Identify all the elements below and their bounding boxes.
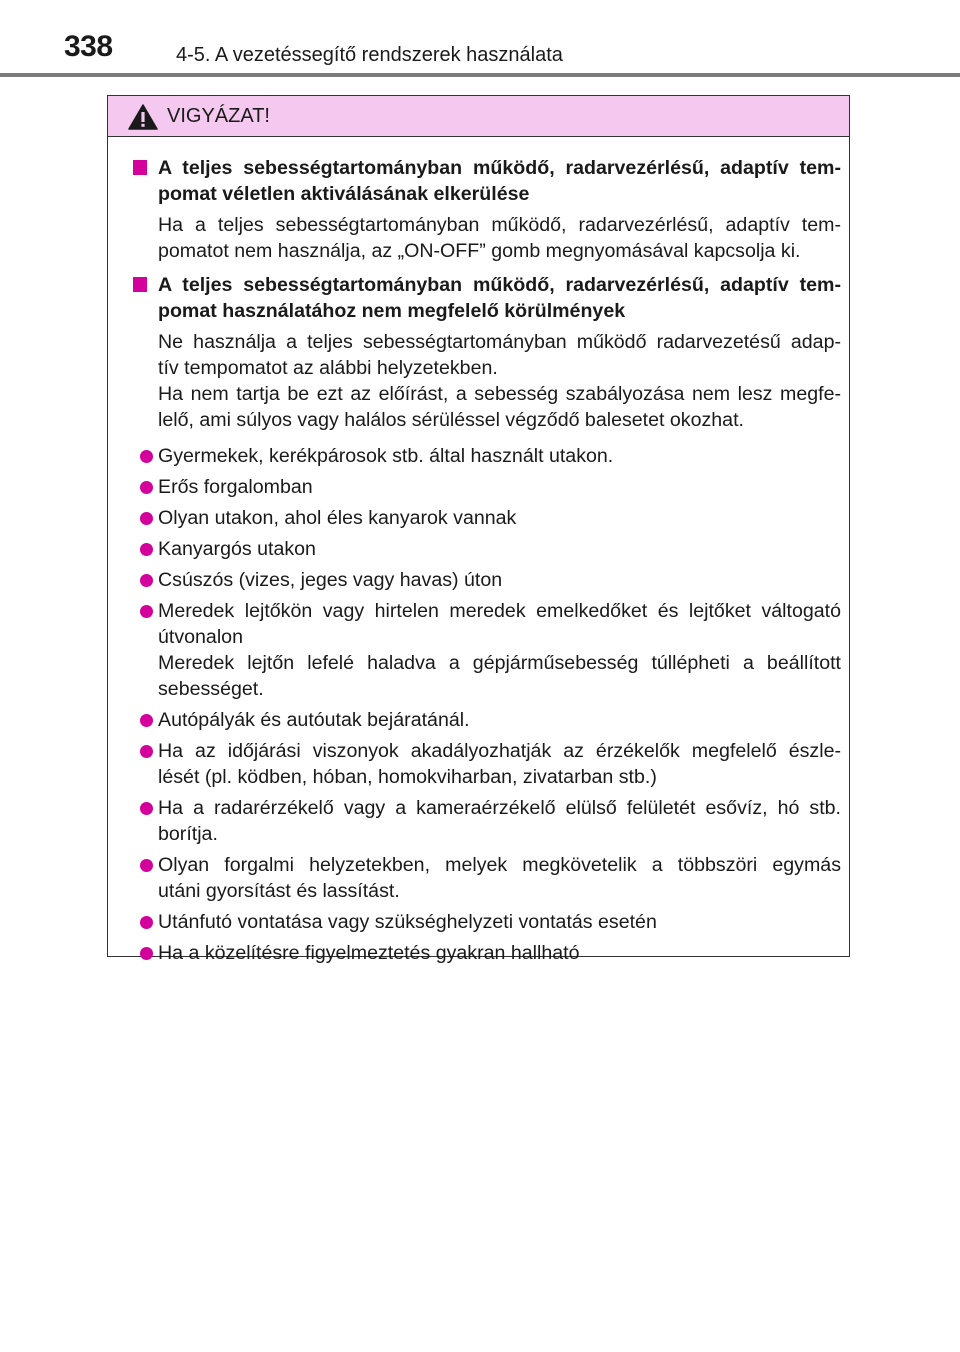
round-bullet-icon [140, 574, 153, 587]
round-bullet-icon [140, 450, 153, 463]
list-item-text: sebességet. [158, 678, 264, 700]
caution-header [108, 96, 849, 137]
section-heading [133, 155, 841, 207]
list-item-text: Erős forgalomban [158, 476, 313, 498]
page-number: 338 [64, 30, 113, 63]
list-item [133, 795, 841, 847]
square-bullet-icon [133, 160, 147, 175]
warning-triangle-icon [128, 104, 158, 130]
list-item-text: Autópályák és autóutak bejáratánál. [158, 709, 470, 731]
list-item-text: Gyermekek, kerékpárosok stb. által használt utakon. [158, 445, 614, 467]
paragraph-line: Ne használja a teljes sebességtartományban működő radarvezetésű adap- [158, 331, 841, 353]
round-bullet-icon [140, 543, 153, 556]
list-item-text: Utánfutó vontatása vagy szükséghelyzeti vontatás esetén [158, 911, 657, 933]
caution-box [107, 95, 850, 964]
list-item-text: útvonalon [158, 626, 243, 648]
round-bullet-icon [140, 802, 153, 815]
list-item-text: Olyan forgalmi helyzetekben, melyek megkövetelik a többszöri egymás [158, 854, 841, 876]
list-item [133, 598, 841, 702]
list-item-text: Ha a közelítésre figyelmeztetés gyakran hallható [158, 942, 580, 964]
list-item-text: Ha az időjárási viszonyok akadályozhatják az érzékelők megfelelő észle- [158, 740, 841, 762]
list-item-text: Ha a radarérzékelő vagy a kameraérzékelő elülső felületét esővíz, hó stb. [158, 797, 841, 819]
list-item [133, 567, 841, 593]
list-item-text: borítja. [158, 823, 218, 845]
section-heading [133, 272, 841, 324]
round-bullet-icon [140, 605, 153, 618]
heading-line: pomat véletlen aktiválásának elkerülése [158, 183, 530, 205]
square-bullet-icon [133, 277, 147, 292]
list-item-text: lését (pl. ködben, hóban, homokviharban, zivatarban stb.) [158, 766, 657, 788]
heading-line: A teljes sebességtartományban működő, radarvezérlésű, adaptív tem- [158, 274, 841, 296]
list-item [133, 474, 841, 500]
round-bullet-icon [140, 481, 153, 494]
caution-title: VIGYÁZAT! [167, 105, 270, 127]
list-item [133, 909, 841, 935]
round-bullet-icon [140, 512, 153, 525]
list-item [133, 707, 841, 733]
list-item [133, 940, 841, 966]
caution-content [108, 137, 849, 966]
paragraph-line: Ha nem tartja be ezt az előírást, a sebesség szabályozása nem lesz megfe- [158, 383, 841, 405]
header-divider [0, 73, 960, 77]
list-item [133, 738, 841, 790]
heading-line: pomat használatához nem megfelelő körülmények [158, 300, 626, 322]
list-item [133, 852, 841, 904]
heading-line: A teljes sebességtartományban működő, radarvezérlésű, adaptív tem- [158, 157, 841, 179]
list-item-text: Csúszós (vizes, jeges vagy havas) úton [158, 569, 503, 591]
round-bullet-icon [140, 859, 153, 872]
list-item-text: Meredek lejtőkön vagy hirtelen meredek emelkedőket és lejtőket váltogató [158, 600, 841, 622]
paragraph-line: Ha a teljes sebességtartományban működő, radarvezérlésű, adaptív tem- [158, 214, 841, 236]
page-header [0, 0, 960, 80]
list-item-text: utáni gyorsítást és lassítást. [158, 880, 400, 902]
list-item-text: Olyan utakon, ahol éles kanyarok vannak [158, 507, 517, 529]
round-bullet-icon [140, 745, 153, 758]
list-item [133, 505, 841, 531]
list-item [133, 536, 841, 562]
round-bullet-icon [140, 947, 153, 960]
round-bullet-icon [140, 714, 153, 727]
paragraph-line: lelő, ami súlyos vagy halálos sérüléssel végződő balesetet okozhat. [158, 409, 744, 431]
list-item-text: Meredek lejtőn lefelé haladva a gépjárműsebesség túllépheti a beállított [158, 652, 841, 674]
paragraph [133, 212, 841, 264]
list-item [133, 443, 841, 469]
section-title: 4-5. A vezetéssegítő rendszerek használata [176, 44, 563, 66]
list-item-text: Kanyargós utakon [158, 538, 316, 560]
paragraph [133, 329, 841, 433]
paragraph-line: pomatot nem használja, az „ON-OFF” gomb megnyomásával kapcsolja ki. [158, 240, 801, 262]
paragraph-line: tív tempomatot az alábbi helyzetekben. [158, 357, 498, 379]
round-bullet-icon [140, 916, 153, 929]
